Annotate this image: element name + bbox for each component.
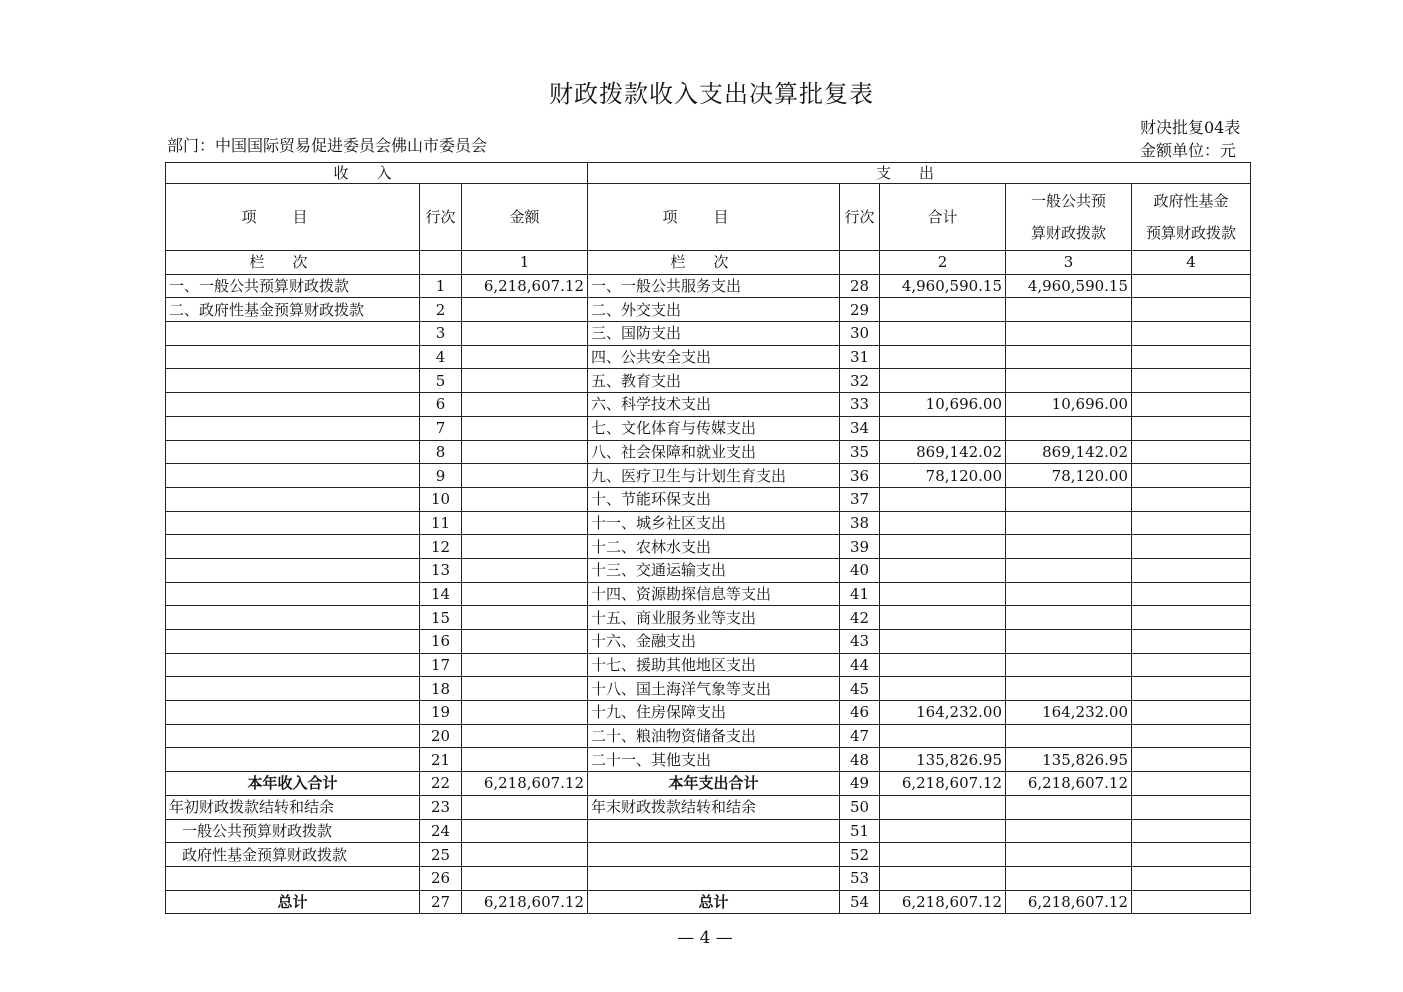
income-row-no: 9 [420,464,462,488]
page-title: 财政拨款收入支出决算批复表 [549,80,874,108]
income-amount [462,511,588,535]
income-item [166,582,420,606]
expense-gov-fund [1132,630,1251,654]
expense-col-label: 栏次 [588,251,840,275]
expense-total [880,606,1006,630]
expense-item: 十五、商业服务业等支出 [588,606,840,630]
income-item: 二、政府性基金预算财政拨款 [166,298,420,322]
expense-gov-fund [1132,890,1251,914]
income-amount [462,369,588,393]
expense-item: 四、公共安全支出 [588,345,840,369]
expense-gov-fund [1132,701,1251,725]
expense-gov-fund [1132,606,1251,630]
expense-item: 十六、金融支出 [588,630,840,654]
expense-item: 六、科学技术支出 [588,393,840,417]
expense-general-budget [1006,795,1132,819]
expense-gov-fund [1132,322,1251,346]
expense-general-budget [1006,558,1132,582]
income-row-no: 23 [420,795,462,819]
income-item [166,440,420,464]
expense-col-4: 4 [1132,251,1251,275]
expense-item [588,866,840,890]
expense-row-no: 47 [840,724,880,748]
expense-general-budget [1006,630,1132,654]
expense-general-budget [1006,866,1132,890]
expense-gov-fund [1132,393,1251,417]
table-row [166,298,1251,322]
expense-general-budget [1006,345,1132,369]
income-item [166,345,420,369]
expense-col-no-blank [840,251,880,275]
income-item: 一、一般公共预算财政拨款 [166,274,420,298]
expense-row-no: 41 [840,582,880,606]
expense-item: 十二、农林水支出 [588,535,840,559]
income-row-no: 13 [420,558,462,582]
income-item [166,677,420,701]
expense-item: 十九、住房保障支出 [588,701,840,725]
income-item-header: 项目 [166,184,420,251]
expense-col-2: 2 [880,251,1006,275]
expense-item: 十一、城乡社区支出 [588,511,840,535]
expense-general-budget [1006,511,1132,535]
income-item [166,653,420,677]
table-row [166,487,1251,511]
expense-row-no: 29 [840,298,880,322]
income-amount [462,724,588,748]
table-row [166,701,1251,725]
expense-gov-fund [1132,298,1251,322]
income-row-no: 24 [420,819,462,843]
expense-general-budget [1006,298,1132,322]
income-col-label: 栏次 [166,251,420,275]
income-amount [462,558,588,582]
expense-total [880,582,1006,606]
expense-row-no: 54 [840,890,880,914]
income-item: 年初财政拨款结转和结余 [166,795,420,819]
expense-gov-fund [1132,487,1251,511]
amount-unit: 金额单位：元 [1140,141,1237,160]
expense-total [880,843,1006,867]
expense-general-budget [1006,535,1132,559]
income-item [166,487,420,511]
table-row [166,630,1251,654]
table-row [166,772,1251,796]
table-row [166,558,1251,582]
expense-row-no: 52 [840,843,880,867]
income-section-header: 收入 [166,163,588,184]
expense-gov-fund [1132,748,1251,772]
income-row-no: 15 [420,606,462,630]
form-number: 财决批复04表 [1140,118,1241,137]
expense-total [880,511,1006,535]
income-row-no: 1 [420,274,462,298]
table-row [166,582,1251,606]
expense-total [880,345,1006,369]
expense-gov-fund [1132,866,1251,890]
expense-general-budget [1006,677,1132,701]
income-row-no: 19 [420,701,462,725]
expense-gov-fund [1132,843,1251,867]
expense-general-budget [1006,582,1132,606]
income-row-no: 14 [420,582,462,606]
expense-row-no: 40 [840,558,880,582]
expense-item: 年末财政拨款结转和结余 [588,795,840,819]
expense-total: 135,826.95 [880,748,1006,772]
income-row-no: 21 [420,748,462,772]
expense-col-3: 3 [1006,251,1132,275]
expense-general-budget: 135,826.95 [1006,748,1132,772]
income-amount: 6,218,607.12 [462,274,588,298]
expense-total [880,653,1006,677]
expense-gov-fund [1132,677,1251,701]
expense-item: 十七、援助其他地区支出 [588,653,840,677]
table-row [166,843,1251,867]
expense-gov-fund [1132,582,1251,606]
expense-total [880,298,1006,322]
income-amount [462,677,588,701]
expense-total: 4,960,590.15 [880,274,1006,298]
table-row [166,416,1251,440]
table-row [166,819,1251,843]
expense-item: 二、外交支出 [588,298,840,322]
income-amount [462,416,588,440]
expense-general-budget [1006,487,1132,511]
expense-row-no: 33 [840,393,880,417]
income-row-no-header: 行次 [420,184,462,251]
expense-general-budget: 164,232.00 [1006,701,1132,725]
expense-row-no: 28 [840,274,880,298]
income-item: 政府性基金预算财政拨款 [166,843,420,867]
appropriation-table [165,162,1251,914]
income-amount: 6,218,607.12 [462,890,588,914]
expense-general-budget [1006,724,1132,748]
income-row-no: 2 [420,298,462,322]
income-row-no: 5 [420,369,462,393]
expense-row-no: 39 [840,535,880,559]
table-row [166,369,1251,393]
expense-item: 十、节能环保支出 [588,487,840,511]
income-row-no: 22 [420,772,462,796]
expense-total: 78,120.00 [880,464,1006,488]
expense-item: 八、社会保障和就业支出 [588,440,840,464]
expense-row-no: 50 [840,795,880,819]
expense-row-no: 30 [840,322,880,346]
table-row [166,748,1251,772]
income-row-no: 18 [420,677,462,701]
expense-general-budget: 869,142.02 [1006,440,1132,464]
form-info [1140,116,1240,162]
income-item [166,630,420,654]
expense-item [588,843,840,867]
table-row [166,724,1251,748]
expense-gov-fund [1132,653,1251,677]
expense-total [880,866,1006,890]
expense-total [880,535,1006,559]
general-budget-header-line1: 一般公共预 [1031,192,1107,210]
expense-general-budget: 10,696.00 [1006,393,1132,417]
expense-item: 三、国防支出 [588,322,840,346]
expense-total [880,487,1006,511]
table-row [166,866,1251,890]
expense-item: 本年支出合计 [588,772,840,796]
income-row-no: 25 [420,843,462,867]
expense-section-header: 支出 [588,163,1251,184]
expense-total: 6,218,607.12 [880,890,1006,914]
table-row [166,890,1251,914]
income-amount: 6,218,607.12 [462,772,588,796]
expense-row-no: 48 [840,748,880,772]
expense-gov-fund [1132,369,1251,393]
expense-row-no: 32 [840,369,880,393]
table-row [166,440,1251,464]
expense-total: 6,218,607.12 [880,772,1006,796]
income-amount [462,843,588,867]
gov-fund-header-line2: 预算财政拨款 [1146,224,1237,242]
expense-total [880,630,1006,654]
expense-row-no: 46 [840,701,880,725]
expense-item: 十八、国土海洋气象等支出 [588,677,840,701]
income-item [166,748,420,772]
expense-gov-fund [1132,724,1251,748]
table-row [166,464,1251,488]
expense-gov-fund [1132,416,1251,440]
expense-gov-fund [1132,795,1251,819]
income-item [166,701,420,725]
expense-general-budget: 78,120.00 [1006,464,1132,488]
expense-item: 十四、资源勘探信息等支出 [588,582,840,606]
expense-gov-fund [1132,345,1251,369]
income-amount [462,795,588,819]
income-item [166,724,420,748]
income-item [166,393,420,417]
expense-item: 一、一般公共服务支出 [588,274,840,298]
income-amount [462,345,588,369]
expense-total [880,416,1006,440]
gov-fund-header [1132,184,1251,251]
department-label: 部门：中国国际贸易促进委员会佛山市委员会 [167,136,488,155]
income-amount [462,464,588,488]
expense-item: 十三、交通运输支出 [588,558,840,582]
expense-row-no: 37 [840,487,880,511]
expense-total: 869,142.02 [880,440,1006,464]
expense-gov-fund [1132,772,1251,796]
expense-gov-fund [1132,558,1251,582]
expense-total: 10,696.00 [880,393,1006,417]
expense-row-no: 51 [840,819,880,843]
expense-general-budget: 4,960,590.15 [1006,274,1132,298]
expense-row-no: 36 [840,464,880,488]
income-amount [462,606,588,630]
income-item [166,866,420,890]
income-row-no: 6 [420,393,462,417]
table-row [166,274,1251,298]
expense-gov-fund [1132,440,1251,464]
income-amount [462,701,588,725]
expense-general-budget [1006,843,1132,867]
expense-general-budget [1006,819,1132,843]
table-row [166,345,1251,369]
expense-total [880,795,1006,819]
income-amount [462,819,588,843]
income-row-no: 20 [420,724,462,748]
income-item: 总计 [166,890,420,914]
income-amount [462,630,588,654]
income-row-no: 17 [420,653,462,677]
income-row-no: 12 [420,535,462,559]
expense-item: 五、教育支出 [588,369,840,393]
income-item [166,558,420,582]
expense-total-header: 合计 [880,184,1006,251]
expense-total [880,558,1006,582]
income-row-no: 16 [420,630,462,654]
income-item [166,369,420,393]
income-col-no-blank [420,251,462,275]
general-budget-header [1006,184,1132,251]
expense-row-no: 53 [840,866,880,890]
table-row [166,653,1251,677]
expense-general-budget: 6,218,607.12 [1006,890,1132,914]
income-row-no: 3 [420,322,462,346]
income-amount [462,535,588,559]
income-row-no: 8 [420,440,462,464]
income-amount [462,582,588,606]
income-item [166,606,420,630]
table-row [166,393,1251,417]
income-row-no: 10 [420,487,462,511]
income-item [166,535,420,559]
expense-row-no: 34 [840,416,880,440]
expense-gov-fund [1132,464,1251,488]
income-amount [462,298,588,322]
table-row [166,795,1251,819]
expense-general-budget [1006,369,1132,393]
income-row-no: 26 [420,866,462,890]
expense-gov-fund [1132,511,1251,535]
general-budget-header-line2: 算财政拨款 [1031,224,1107,242]
gov-fund-header-line1: 政府性基金 [1153,192,1229,210]
expense-item: 总计 [588,890,840,914]
page-number: — 4 — [677,928,733,948]
expense-item: 七、文化体育与传媒支出 [588,416,840,440]
expense-row-no: 45 [840,677,880,701]
income-item [166,464,420,488]
income-amount [462,487,588,511]
table-row [166,677,1251,701]
income-amount [462,393,588,417]
expense-total [880,724,1006,748]
income-col-1: 1 [462,251,588,275]
expense-gov-fund [1132,535,1251,559]
expense-general-budget [1006,416,1132,440]
expense-item: 二十一、其他支出 [588,748,840,772]
income-amount [462,440,588,464]
expense-item: 二十、粮油物资储备支出 [588,724,840,748]
expense-row-no: 38 [840,511,880,535]
table-row [166,322,1251,346]
table-row [166,535,1251,559]
income-row-no: 11 [420,511,462,535]
income-item [166,511,420,535]
expense-general-budget [1006,322,1132,346]
income-item [166,416,420,440]
expense-item-header: 项目 [588,184,840,251]
expense-total [880,322,1006,346]
expense-row-no: 42 [840,606,880,630]
expense-item: 九、医疗卫生与计划生育支出 [588,464,840,488]
table-row [166,511,1251,535]
income-amount [462,653,588,677]
expense-total [880,369,1006,393]
income-amount [462,866,588,890]
expense-item [588,819,840,843]
expense-row-no-header: 行次 [840,184,880,251]
income-item: 一般公共预算财政拨款 [166,819,420,843]
table-row [166,606,1251,630]
income-item: 本年收入合计 [166,772,420,796]
expense-general-budget: 6,218,607.12 [1006,772,1132,796]
expense-total [880,677,1006,701]
income-item [166,322,420,346]
income-row-no: 7 [420,416,462,440]
income-amount-header: 金额 [462,184,588,251]
expense-row-no: 44 [840,653,880,677]
expense-row-no: 43 [840,630,880,654]
expense-row-no: 31 [840,345,880,369]
income-amount [462,322,588,346]
expense-general-budget [1006,606,1132,630]
income-row-no: 27 [420,890,462,914]
expense-general-budget [1006,653,1132,677]
expense-gov-fund [1132,274,1251,298]
expense-row-no: 35 [840,440,880,464]
expense-total [880,819,1006,843]
expense-row-no: 49 [840,772,880,796]
income-amount [462,748,588,772]
expense-total: 164,232.00 [880,701,1006,725]
income-row-no: 4 [420,345,462,369]
expense-gov-fund [1132,819,1251,843]
